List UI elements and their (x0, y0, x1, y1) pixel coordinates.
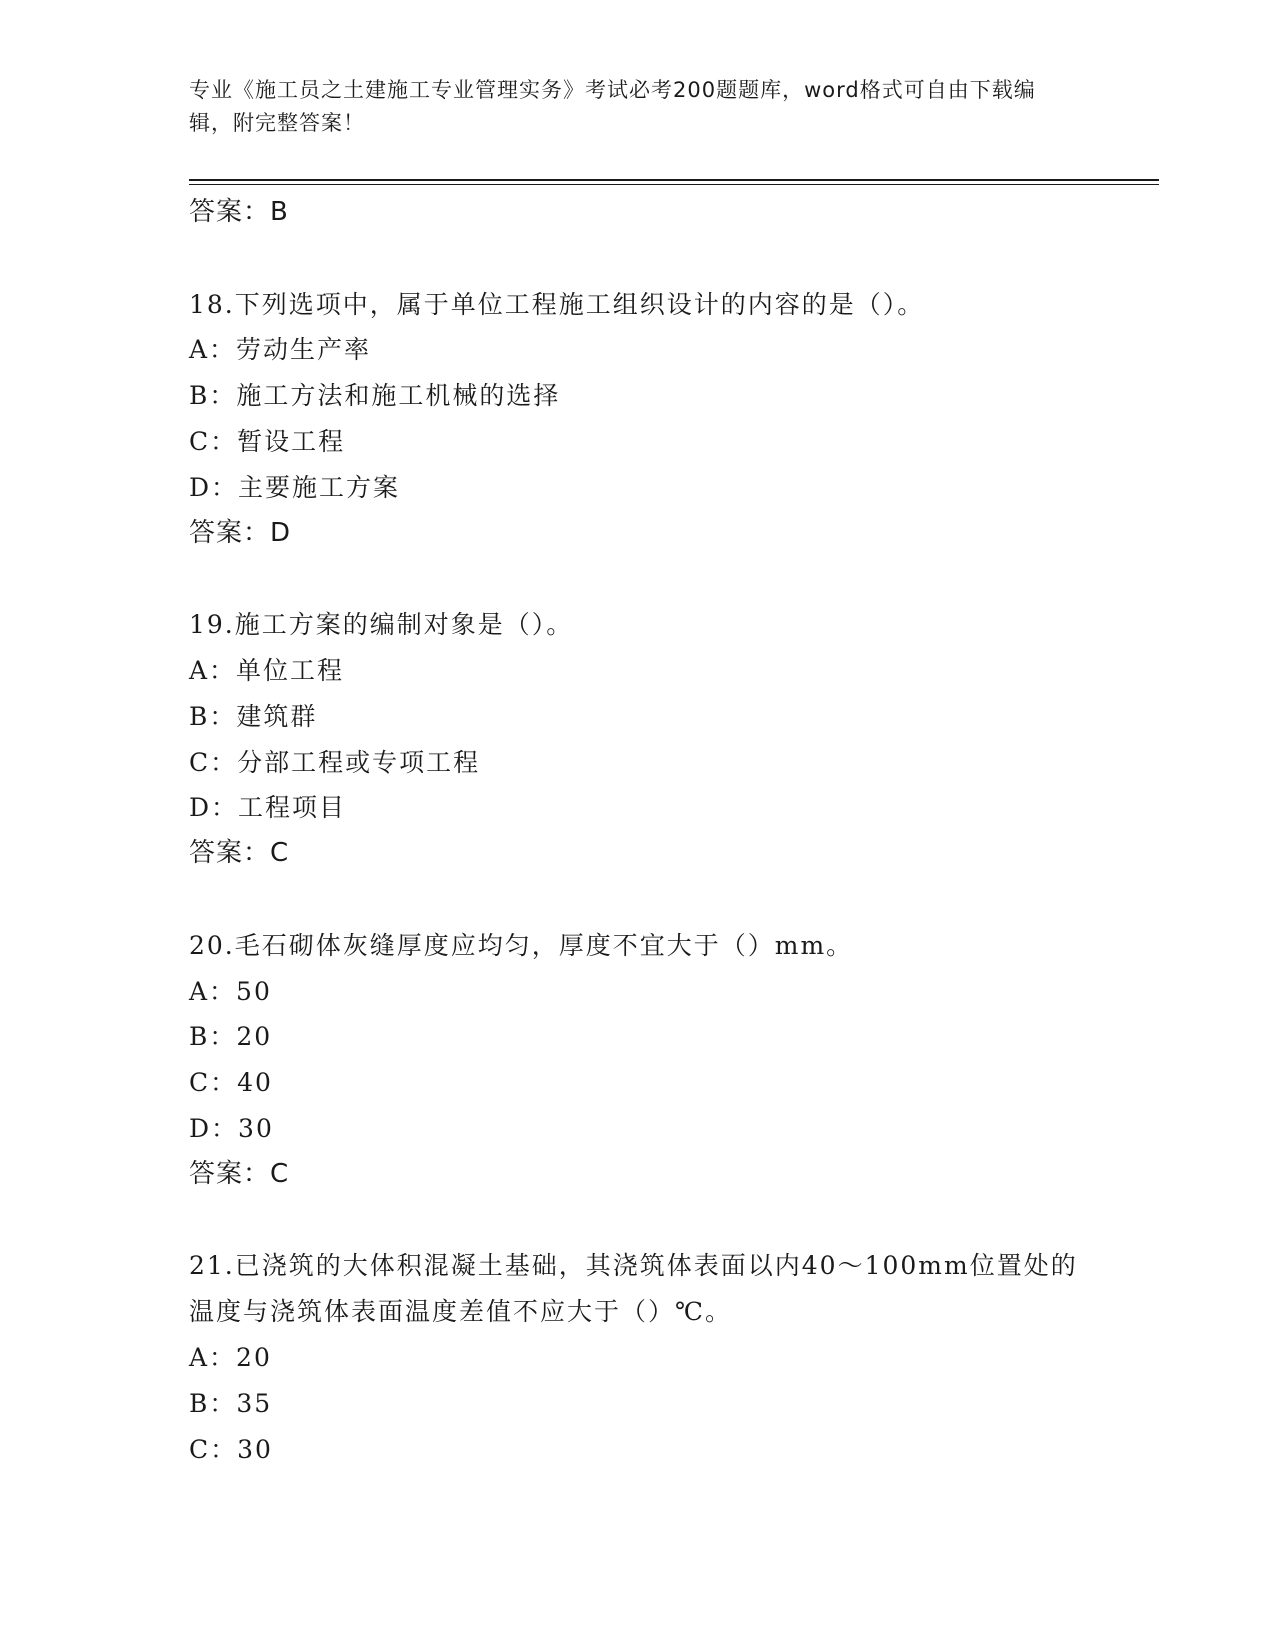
option-a: A：劳动生产率 (189, 335, 372, 365)
option-a: A：50 (189, 976, 272, 1006)
answer-label: 答案：D (189, 517, 292, 548)
option-d: D：主要施工方案 (189, 472, 401, 502)
header-rule-thin (189, 184, 1159, 185)
question-list (189, 190, 1149, 1472)
option-d: D：工程项目 (189, 793, 347, 823)
header-rule-thick (189, 179, 1159, 181)
question-stem: 18.下列选项中，属于单位工程施工组织设计的内容的是（）。 (189, 289, 925, 319)
question-18 (189, 282, 1149, 557)
question-stem: 19.施工方案的编制对象是（）。 (189, 610, 574, 640)
option-b: B：20 (189, 1022, 273, 1052)
option-b: B：施工方法和施工机械的选择 (189, 381, 561, 411)
option-b: B：35 (189, 1388, 273, 1418)
option-a: A：单位工程 (189, 655, 345, 685)
document-header: 专业《施工员之土建施工专业管理实务》考试必考200题题库，word格式可自由下载编辑，附完整答案！ (189, 78, 1036, 135)
option-c: C：30 (189, 1434, 273, 1464)
option-d: D：30 (189, 1113, 274, 1143)
answer-17: 答案：B (189, 197, 289, 227)
option-c: C：40 (189, 1068, 273, 1098)
question-stem: 20.毛石砌体灰缝厚度应均匀，厚度不宜大于（）mm。 (189, 930, 854, 960)
option-a: A：20 (189, 1342, 272, 1372)
question-stem: 21.已浇筑的大体积混凝土基础，其浇筑体表面以内40～100mm位置处的温度与浇筑体表面温度差值不应大于（）℃。 (189, 1251, 1078, 1327)
option-c: C：暂设工程 (189, 426, 346, 456)
question-19 (189, 602, 1149, 877)
option-c: C：分部工程或专项工程 (189, 747, 481, 777)
question-20 (189, 923, 1149, 1198)
question-21 (189, 1243, 1149, 1472)
answer-label: 答案：C (189, 1158, 290, 1189)
option-b: B：建筑群 (189, 701, 318, 731)
answer-label: 答案：C (189, 838, 290, 869)
